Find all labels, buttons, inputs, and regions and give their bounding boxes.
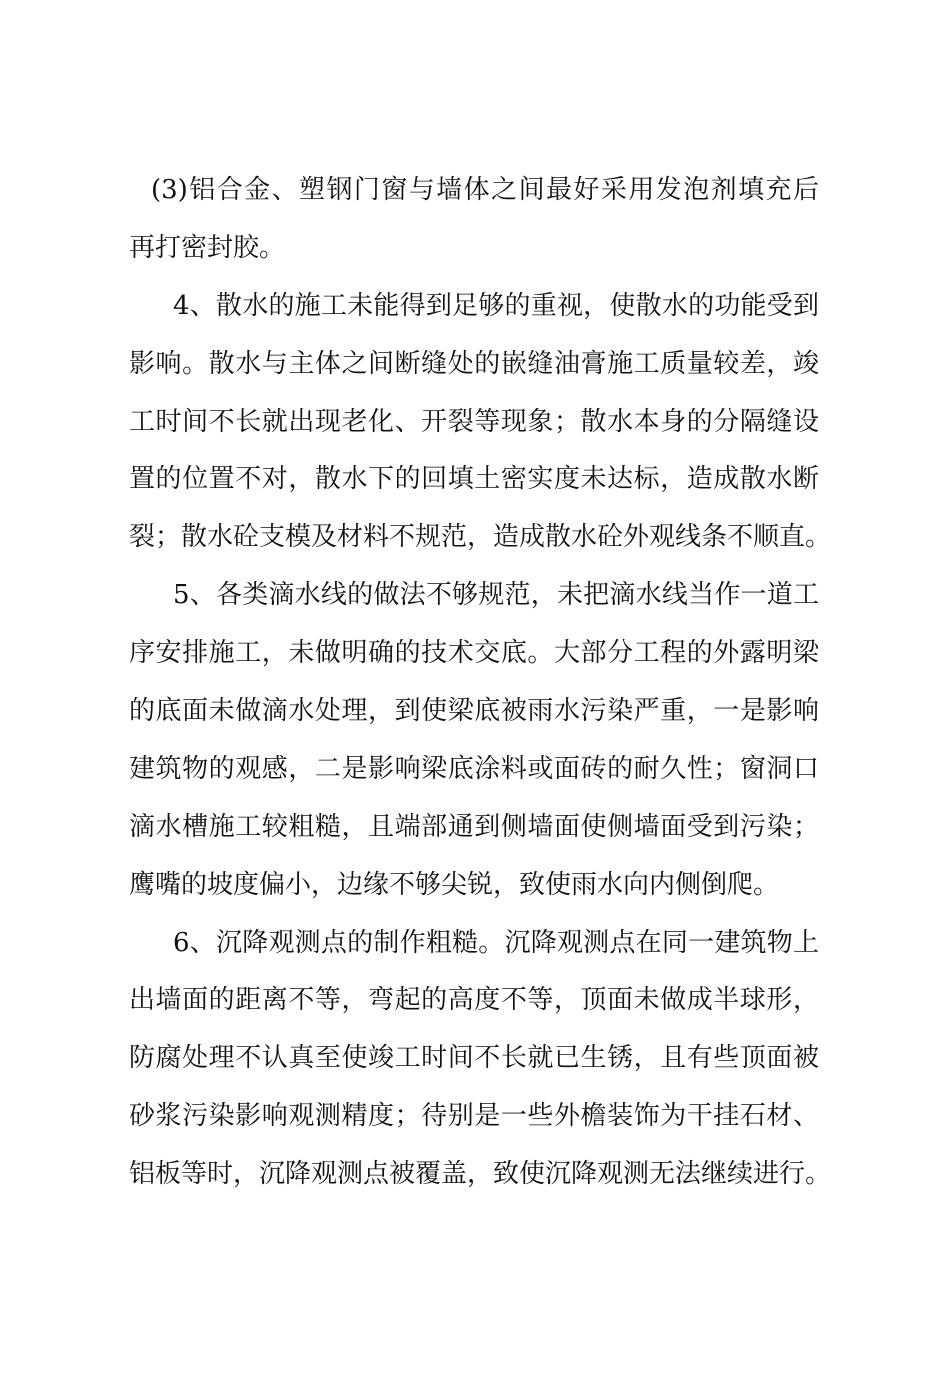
text-line: 出墙面的距离不等，弯起的高度不等，顶面未做成半球形， xyxy=(129,985,819,1016)
text-line: (3)铝合金、塑钢门窗与墙体之间最好采用发泡剂填充后 xyxy=(151,175,819,205)
text-line: 滴水槽施工较粗糙，且端部通到侧墙面使侧墙面受到污染； xyxy=(129,811,819,842)
text-line: 鹰嘴的坡度偏小，边缘不够尖锐，致使雨水向内侧倒爬。 xyxy=(129,869,780,900)
text-line: 砂浆污染影响观测精度；待别是一些外檐装饰为干挂石材、 xyxy=(129,1101,819,1132)
text-line: 铝板等时，沉降观测点被覆盖，致使沉降观测无法继续进行。 xyxy=(129,1159,832,1190)
text-line: 影响。散水与主体之间断缝处的嵌缝油膏施工质量较差，竣 xyxy=(129,348,819,379)
text-line: 防腐处理不认真至使竣工时间不长就已生锈，且有些顶面被 xyxy=(129,1043,819,1074)
text-line: 再打密封胶。 xyxy=(129,232,286,263)
body-text xyxy=(129,162,832,1204)
paragraph-5-drip-lines xyxy=(129,567,819,914)
paragraph-3-aluminum-windows xyxy=(129,162,819,278)
text-line: 4、散水的施工未能得到足够的重视，使散水的功能受到 xyxy=(173,290,819,321)
text-line: 裂；散水砼支模及材料不规范，造成散水砼外观线条不顺直。 xyxy=(129,522,832,553)
text-line: 5、各类滴水线的做法不够规范，未把滴水线当作一道工 xyxy=(173,580,819,611)
paragraph-6-settlement-points xyxy=(129,915,832,1204)
text-line: 的底面未做滴水处理，到使梁底被雨水污染严重，一是影响 xyxy=(129,696,819,727)
paragraph-4-apron xyxy=(129,278,832,567)
text-line: 6、沉降观测点的制作粗糙。沉降观测点在同一建筑物上 xyxy=(173,927,819,958)
text-line: 建筑物的观感，二是影响梁底涂料或面砖的耐久性；窗洞口 xyxy=(129,753,819,784)
text-line: 工时间不长就出现老化、开裂等现象；散水本身的分隔缝设 xyxy=(129,406,819,437)
text-line: 序安排施工，未做明确的技术交底。大部分工程的外露明梁 xyxy=(129,638,819,669)
text-line: 置的位置不对，散水下的回填土密实度未达标，造成散水断 xyxy=(129,464,819,495)
